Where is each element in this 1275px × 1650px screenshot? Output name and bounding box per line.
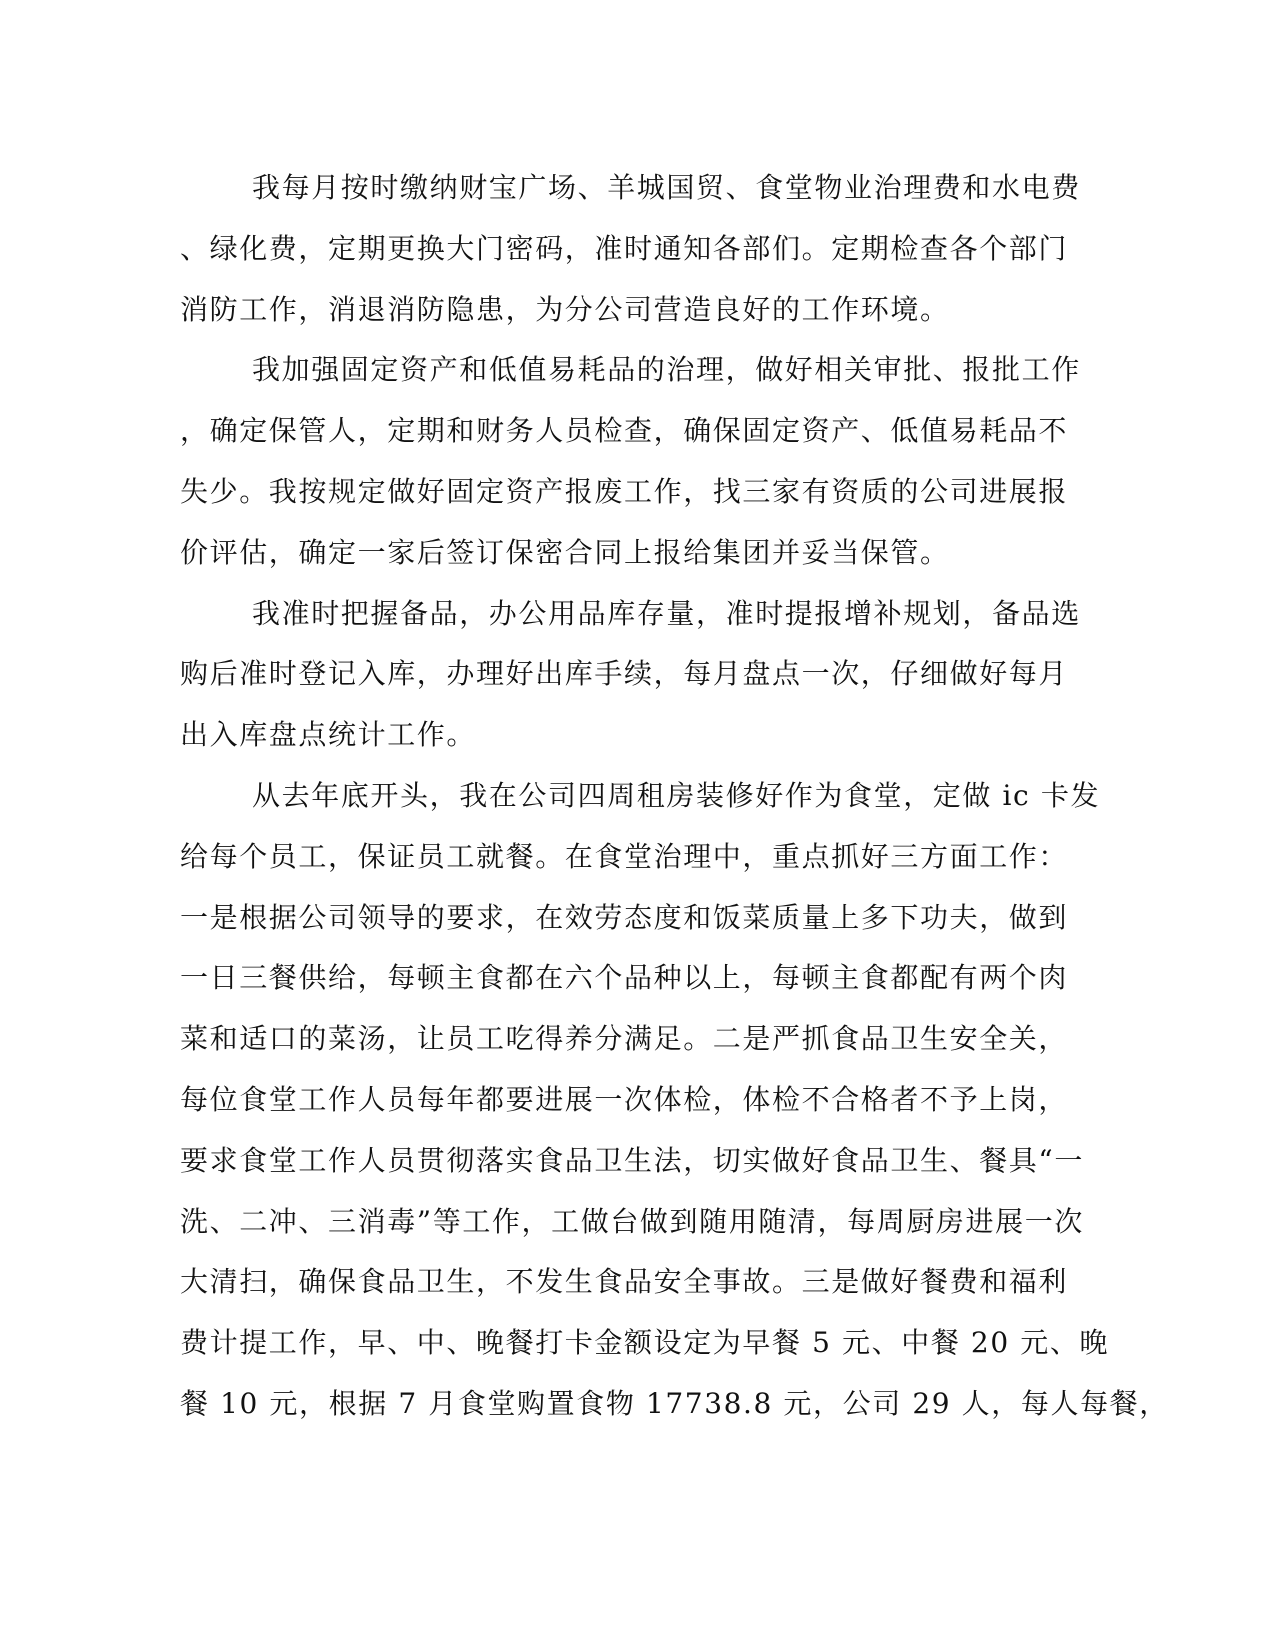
text-line: 消防工作，消退消防隐患，为分公司营造良好的工作环境。 bbox=[180, 292, 950, 326]
paragraph-fixed-assets bbox=[180, 340, 1081, 583]
text-line: 洗、二冲、三消毒”等工作，工做台做到随用随清，每周厨房进展一次 bbox=[180, 1204, 1084, 1238]
text-line: 菜和适口的菜汤，让员工吃得养分满足。二是严抓食品卫生安全关， bbox=[180, 1022, 1069, 1056]
paragraph-canteen bbox=[180, 766, 1169, 1435]
text-line: 价评估，确定一家后签订保密合同上报给集团并妥当保管。 bbox=[180, 535, 950, 569]
text-line: 我准时把握备品，办公用品库存量，准时提报增补规划，备品选 bbox=[252, 596, 1081, 630]
text-line: 购后准时登记入库，办理好出库手续，每月盘点一次，仔细做好每月 bbox=[180, 657, 1069, 691]
paragraph-office-supplies bbox=[180, 584, 1081, 766]
text-line: 我每月按时缴纳财宝广场、羊城国贸、食堂物业治理费和水电费 bbox=[252, 171, 1081, 204]
text-line: 一是根据公司领导的要求，在效劳态度和饭菜质量上多下功夫，做到 bbox=[180, 900, 1069, 934]
text-line: 失少。我按规定做好固定资产报废工作，找三家有资质的公司进展报 bbox=[180, 474, 1069, 508]
text-line: 费计提工作，早、中、晚餐打卡金额设定为早餐 5 元、中餐 20 元、晚 bbox=[180, 1326, 1110, 1360]
text-line: 要求食堂工作人员贯彻落实食品卫生法，切实做好食品卫生、餐具“一 bbox=[180, 1143, 1084, 1177]
paragraph-property-fees bbox=[180, 158, 1081, 340]
text-line: 、绿化费，定期更换大门密码，准时通知各部们。定期检查各个部门 bbox=[180, 231, 1069, 265]
text-line: 出入库盘点统计工作。 bbox=[180, 718, 477, 752]
text-line: 大清扫，确保食品卫生，不发生食品安全事故。三是做好餐费和福利 bbox=[180, 1265, 1069, 1299]
text-line: ，确定保管人，定期和财务人员检查，确保固定资产、低值易耗品不 bbox=[180, 414, 1069, 448]
body-text bbox=[180, 158, 1169, 1435]
text-line: 从去年底开头，我在公司四周租房装修好作为食堂，定做 ic 卡发 bbox=[252, 778, 1101, 812]
text-line: 每位食堂工作人员每年都要进展一次体检，体检不合格者不予上岗， bbox=[180, 1082, 1069, 1116]
text-line: 餐 10 元，根据 7 月食堂购置食物 17738.8 元，公司 29 人，每人每餐， bbox=[180, 1386, 1169, 1420]
text-line: 一日三餐供给，每顿主食都在六个品种以上，每顿主食都配有两个肉 bbox=[180, 961, 1069, 995]
text-line: 给每个员工，保证员工就餐。在食堂治理中，重点抓好三方面工作： bbox=[180, 839, 1069, 873]
text-line: 我加强固定资产和低值易耗品的治理，做好相关审批、报批工作 bbox=[252, 353, 1081, 387]
